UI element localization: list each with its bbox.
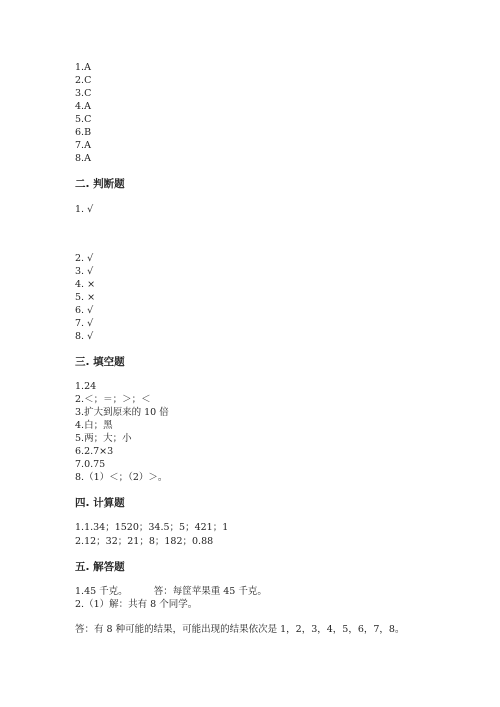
judgment-answer-8: 8. √ [75,331,94,342]
choice-answer-2: 2.C [75,75,92,86]
solution-2-final-answer: 答：有 8 种可能的结果，可能出现的结果依次是 1，2，3，4，5，6，7，8。 [75,624,405,635]
judgment-answer-6: 6. √ [75,305,94,316]
choice-answer-6: 6.B [75,127,92,138]
solution-1-line [75,586,267,598]
fill-answer-3: 3.扩大到原来的 10 倍 [75,407,169,418]
fill-answer-6: 6.2.7×3 [75,446,114,457]
judgment-answer-7: 7. √ [75,318,94,329]
choice-answer-1: 1.A [75,62,91,73]
fill-answer-8: 8.（1）＜；（2）＞。 [75,472,168,483]
section-heading-judgment: 二. 判断题 [75,178,125,190]
calc-answer-1: 1.1.34；1520；34.5；5；421；1 [75,522,229,533]
section-heading-word-problems: 五. 解答题 [75,561,125,573]
choice-answer-5: 5.C [75,114,92,125]
calc-answer-2: 2.12；32；21；8；182；0.88 [75,536,214,547]
fill-answer-2: 2.＜；＝；＞；＜ [75,394,151,405]
judgment-answer-5: 5. × [75,292,96,303]
judgment-answer-1: 1. √ [75,204,94,215]
choice-answer-7: 7.A [75,140,91,151]
solution-2-part-1: 2.（1）解：共有 8 个同学。 [75,599,198,610]
fill-answer-4: 4.白；黑 [75,420,113,431]
solution-1-reply: 答：每筐苹果重 45 千克。 [153,586,267,597]
section-heading-calculation: 四. 计算题 [75,497,125,509]
choice-answer-4: 4.A [75,101,91,112]
choice-answer-8: 8.A [75,153,91,164]
fill-answer-1: 1.24 [75,381,97,392]
solution-1-answer: 1.45 千克。 [75,586,128,597]
choice-answer-3: 3.C [75,88,92,99]
fill-answer-5: 5.两；大；小 [75,433,132,444]
section-heading-fill-blank: 三. 填空题 [75,356,125,368]
judgment-answer-3: 3. √ [75,266,94,277]
fill-answer-7: 7.0.75 [75,459,106,470]
judgment-answer-4: 4. × [75,279,96,290]
judgment-answer-2: 2. √ [75,253,94,264]
